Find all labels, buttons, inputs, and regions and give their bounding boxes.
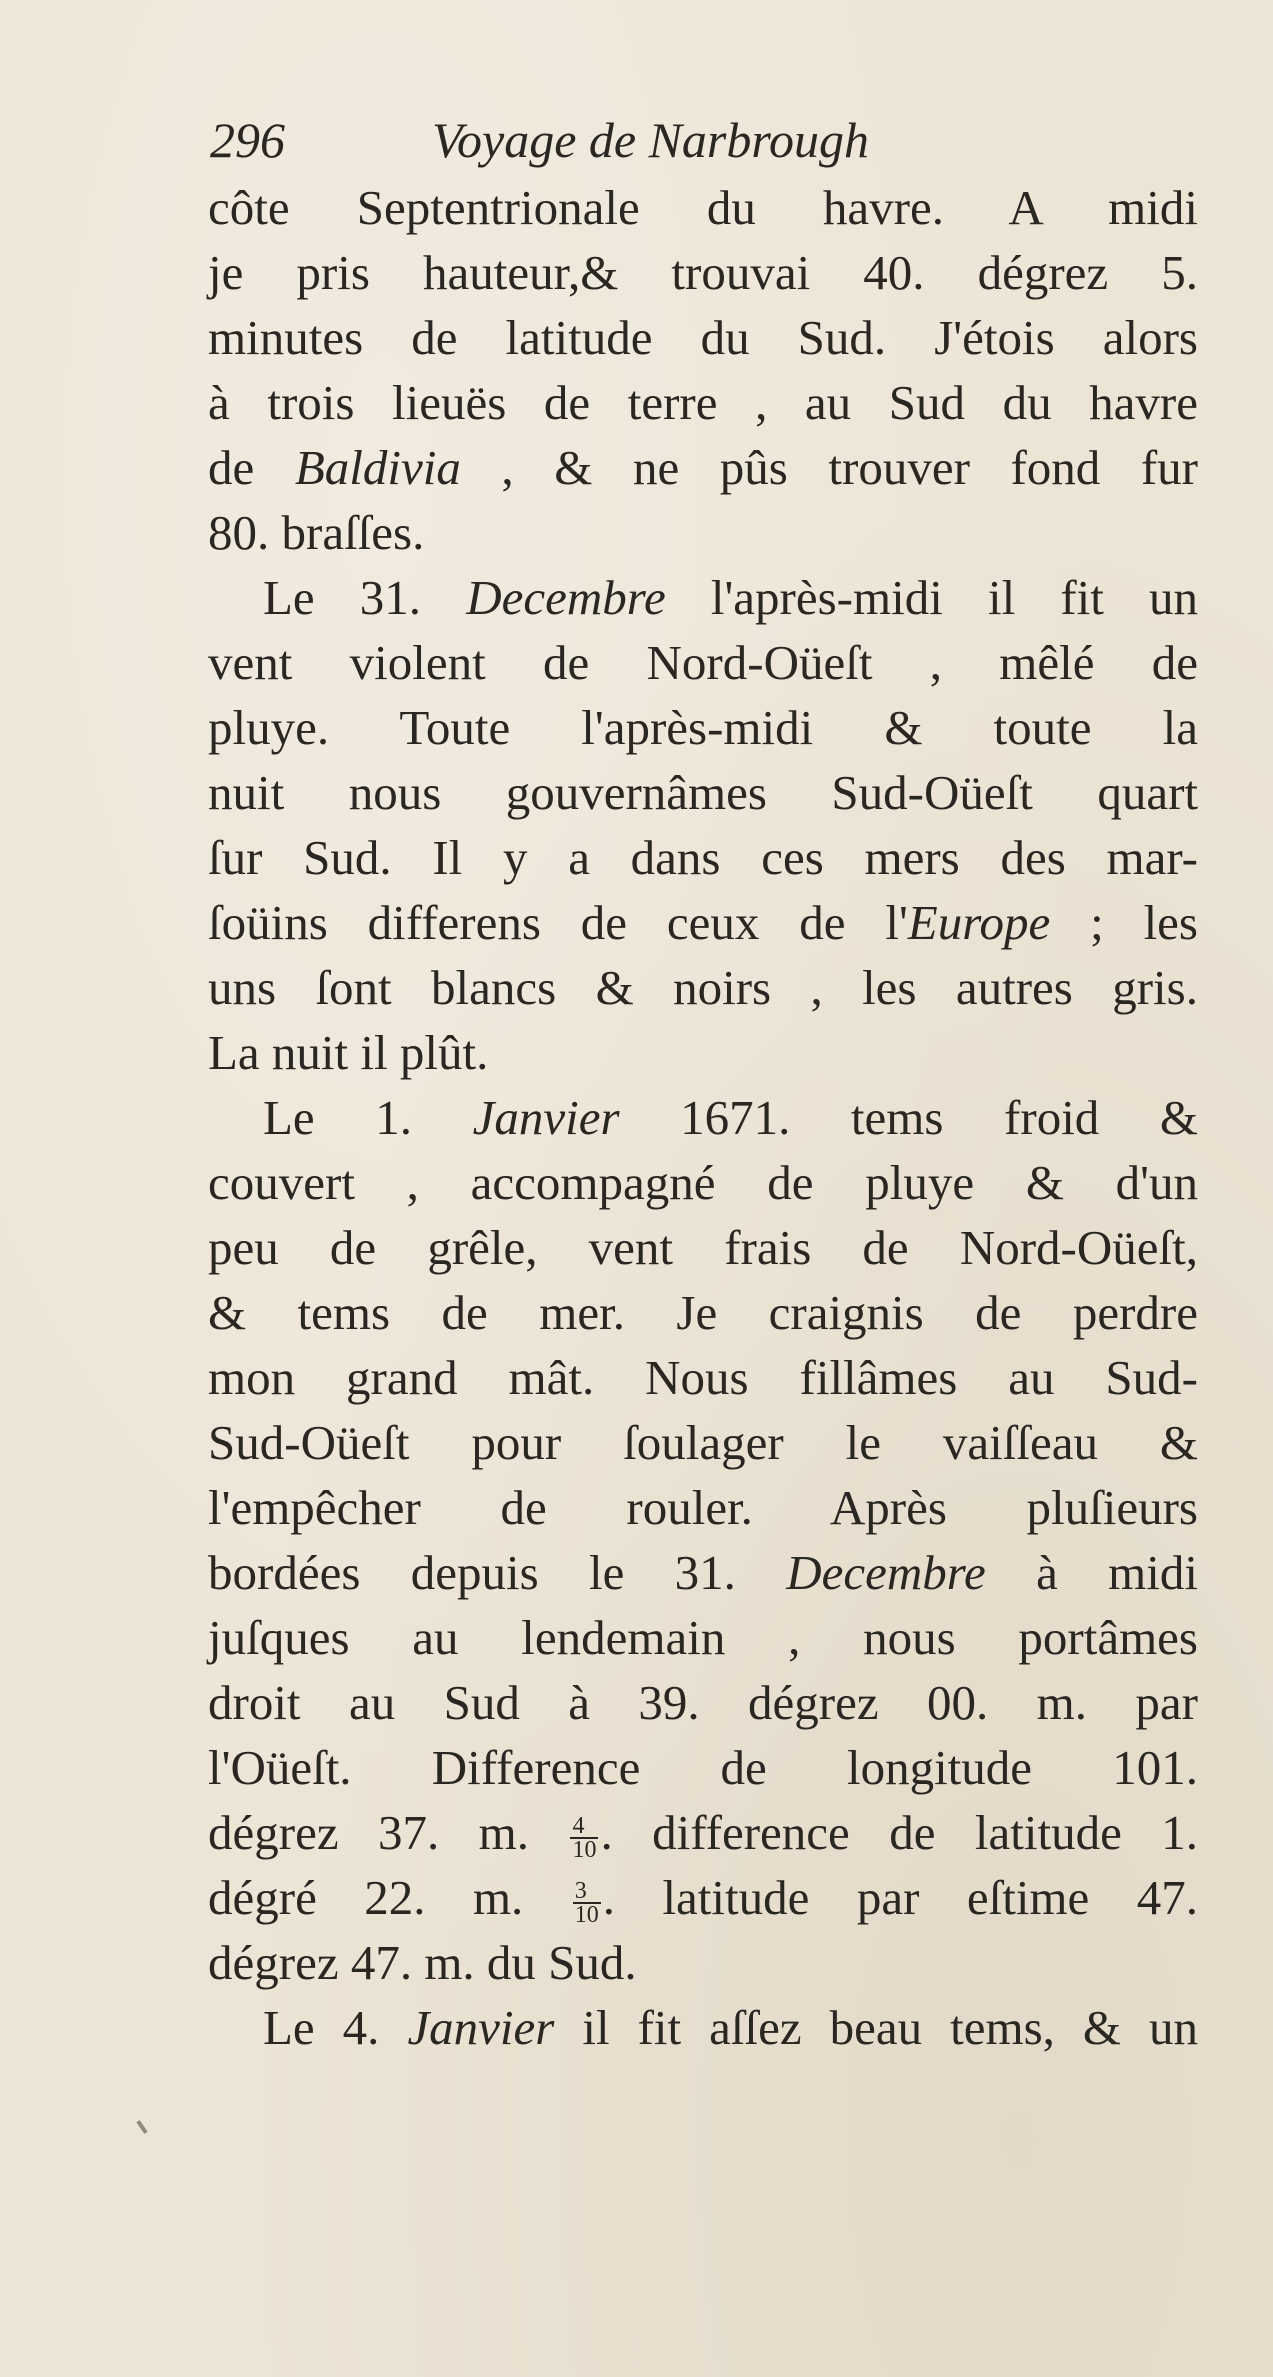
text-line: 80. braſſes. xyxy=(208,505,425,560)
text-line: ſur Sud. Il y a dans ces mers des mar- xyxy=(208,830,1198,885)
fraction-denominator: 10 xyxy=(574,1901,599,1928)
fraction xyxy=(570,1812,598,1863)
text-line: ſoüins differens de ceux de l'Europe ; les xyxy=(208,895,1199,950)
italic-text: Europe xyxy=(907,895,1051,950)
text-line: dégrez 47. m. du Sud. xyxy=(208,1935,637,1990)
text-line: pluye. Toute l'après-midi & toute la xyxy=(208,700,1198,755)
text-line: côte Septentrionale du havre. A midi xyxy=(208,180,1198,235)
text-line: uns ſont blancs & noirs , les autres gris. xyxy=(208,960,1198,1015)
text-line: bordées depuis le 31. Decembre à midi xyxy=(208,1545,1198,1600)
text-line: vent violent de Nord-Oüeſt , mêlé de xyxy=(208,635,1198,690)
running-head xyxy=(210,100,1210,180)
fraction-numerator: 3 xyxy=(573,1880,601,1904)
fraction xyxy=(573,1877,601,1928)
italic-text: Decembre xyxy=(466,570,666,625)
text-line: Le 1. Janvier 1671. tems froid & xyxy=(263,1090,1198,1145)
text-line: droit au Sud à 39. dégrez 00. m. par xyxy=(208,1675,1198,1730)
body-text xyxy=(208,175,1198,2060)
italic-text: Janvier xyxy=(407,2000,555,2055)
text-line: dégrez 37. m. $\frac{4}{10}$ . difference de latitude 1. xyxy=(208,1805,1198,1863)
italic-text: Janvier xyxy=(472,1090,620,1145)
text-line: & tems de mer. Je craignis de perdre xyxy=(208,1285,1198,1340)
ink-speck xyxy=(136,2120,147,2134)
text-line: l'empêcher de rouler. Après pluſieurs xyxy=(208,1480,1198,1535)
fraction-denominator: 10 xyxy=(572,1836,597,1863)
text-line: de Baldivia , & ne pûs trouver fond fur xyxy=(208,440,1198,495)
text-line: mon grand mât. Nous fillâmes au Sud- xyxy=(208,1350,1198,1405)
text-line: Sud-Oüeſt pour ſoulager le vaiſſeau & xyxy=(208,1415,1198,1470)
text-line: peu de grêle, vent frais de Nord-Oüeſt, xyxy=(208,1220,1198,1275)
text-line: je pris hauteur,& trouvai 40. dégrez 5. xyxy=(208,245,1198,300)
text-line: à trois lieuës de terre , au Sud du havre xyxy=(208,375,1198,430)
running-title: Voyage de Narbrough xyxy=(432,112,869,168)
italic-text: Baldivia xyxy=(294,440,461,495)
text-line: dégré 22. m. $\frac{3}{10}$ . latitude par eſtime 47. xyxy=(208,1870,1198,1928)
text-line: juſques au lendemain , nous portâmes xyxy=(208,1610,1198,1665)
text-line: minutes de latitude du Sud. J'étois alors xyxy=(208,310,1198,365)
text-line: nuit nous gouvernâmes Sud-Oüeſt quart xyxy=(208,765,1198,820)
italic-text: Decembre xyxy=(786,1545,986,1600)
text-line: l'Oüeſt. Difference de longitude 101. xyxy=(208,1740,1198,1795)
text-line: Le 31. Decembre l'après-midi il fit un xyxy=(263,570,1198,625)
text-line: couvert , accompagné de pluye & d'un xyxy=(208,1155,1198,1210)
text-line: La nuit il plût. xyxy=(208,1025,489,1080)
fraction-numerator: 4 xyxy=(570,1815,598,1839)
page-number: 296 xyxy=(210,112,285,168)
text-line: Le 4. Janvier il fit aſſez beau tems, & un xyxy=(263,2000,1199,2055)
